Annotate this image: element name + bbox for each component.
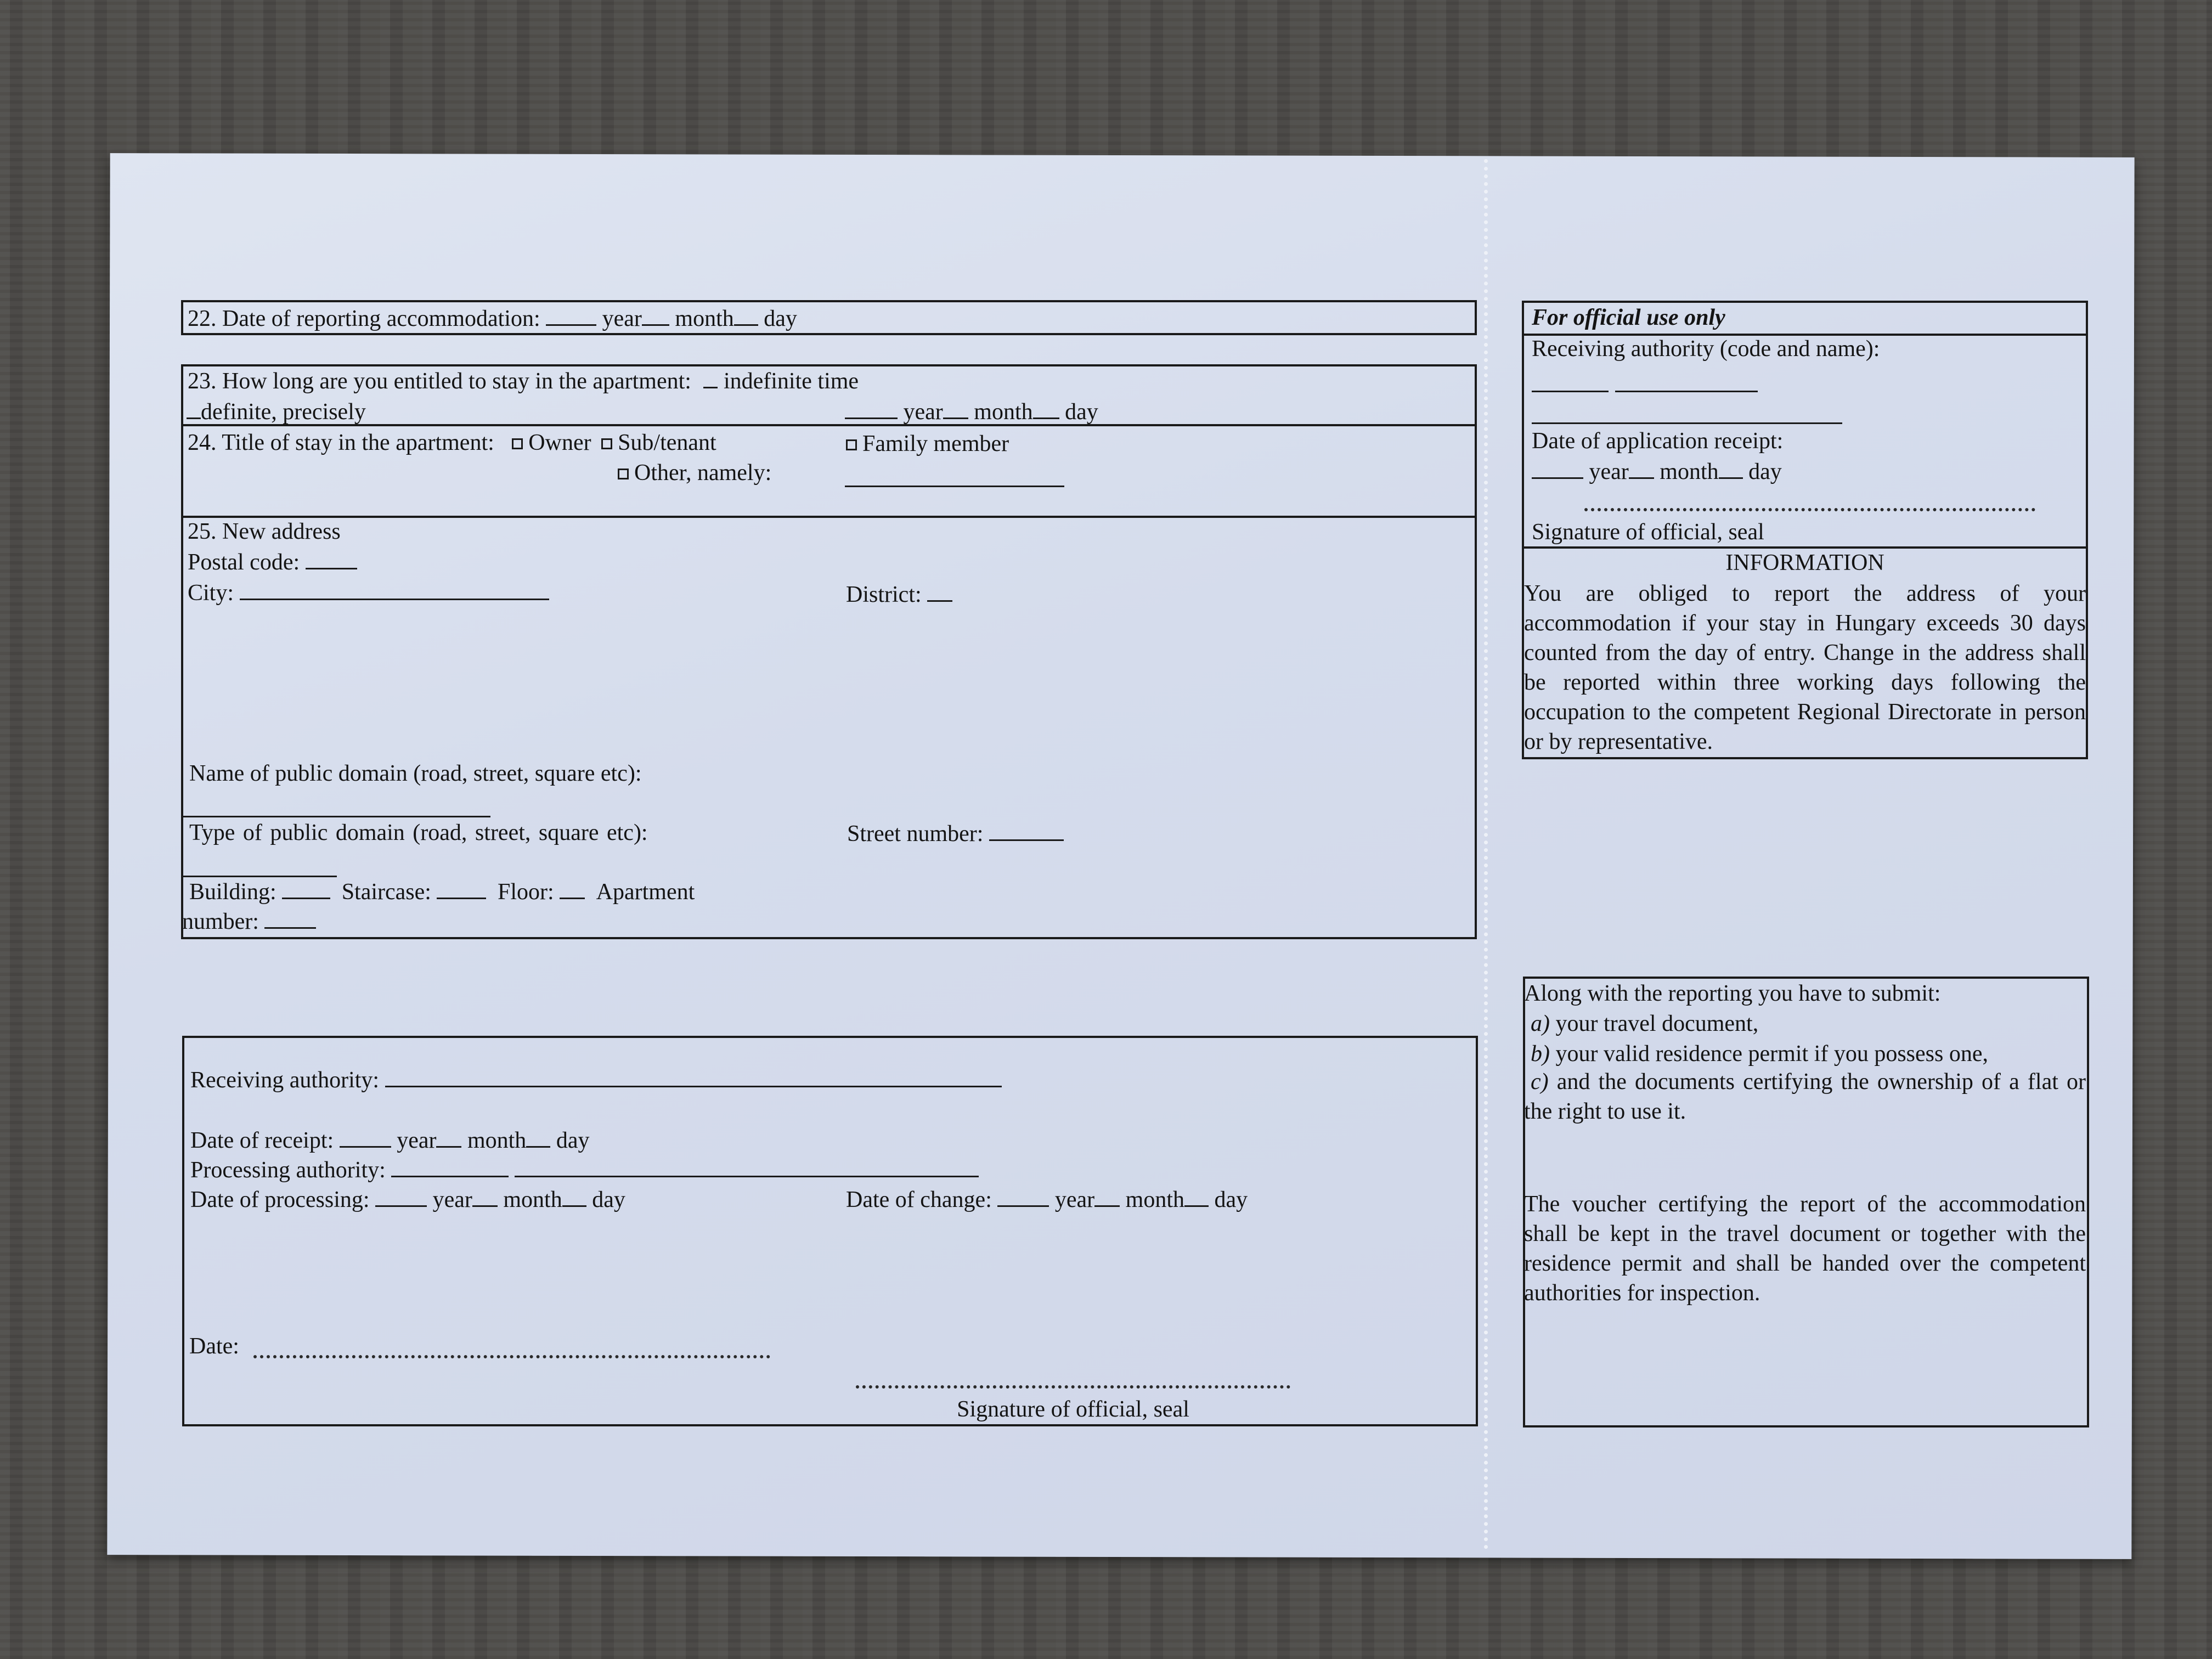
q22-day-blank[interactable] xyxy=(734,307,758,326)
change-month-label: month xyxy=(1125,1187,1184,1212)
date-of-receipt-label: Date of receipt: xyxy=(190,1128,334,1153)
q25-floor-label: Floor: xyxy=(497,879,554,905)
q23-month-label: month xyxy=(974,399,1033,425)
receiving-authority-row xyxy=(190,1067,1002,1093)
official-info-divider xyxy=(1522,546,2088,549)
q24-other-checkbox[interactable] xyxy=(618,469,629,479)
q23-day-label: day xyxy=(1065,399,1098,425)
q25-district-label: District: xyxy=(846,582,922,607)
processing-month-blank[interactable] xyxy=(472,1188,498,1207)
domain-type-blank[interactable] xyxy=(183,876,337,877)
q24-label: 24. Title of stay in the apartment: xyxy=(188,430,494,455)
date-dotted-line[interactable] xyxy=(253,1355,770,1358)
processing-authority-name-blank[interactable] xyxy=(515,1158,979,1177)
processing-authority-label: Processing authority: xyxy=(190,1158,386,1183)
q22-year-blank[interactable] xyxy=(546,307,596,326)
staircase-blank[interactable] xyxy=(437,880,486,899)
official-date-row xyxy=(1532,459,1782,485)
processing-signature-label: Signature of official, seal xyxy=(957,1397,1189,1422)
receipt-day-label: day xyxy=(556,1128,590,1153)
q25-building-row xyxy=(189,879,695,905)
q25-city-row xyxy=(188,580,549,606)
submit-item-a xyxy=(1531,1011,1758,1037)
q23-line1 xyxy=(188,368,859,394)
q24-other-label: Other, namely: xyxy=(634,460,772,486)
official-use-title: For official use only xyxy=(1532,305,1725,330)
q25-street-number-label: Street number: xyxy=(847,821,984,847)
official-day-blank[interactable] xyxy=(1719,460,1743,479)
processing-authority-code-blank[interactable] xyxy=(391,1158,509,1177)
q25-apartment-label: Apartment xyxy=(596,879,695,905)
processing-month-label: month xyxy=(503,1187,562,1212)
q25-city-label: City: xyxy=(188,580,234,606)
submit-intro: Along with the reporting you have to submit: xyxy=(1524,981,1941,1006)
submit-a-text: your travel document, xyxy=(1555,1011,1759,1036)
processing-year-blank[interactable] xyxy=(375,1188,427,1207)
processing-day-blank[interactable] xyxy=(562,1188,586,1207)
q25-postal-row xyxy=(188,549,357,575)
official-authority-name-blank[interactable] xyxy=(1615,391,1758,392)
q25-domain-type-label: Type of public domain (road, street, square etc): xyxy=(189,820,648,845)
submit-b-text: your valid residence permit if you possess one, xyxy=(1555,1041,1988,1066)
change-year-blank[interactable] xyxy=(997,1188,1049,1207)
official-date-application-label: Date of application receipt: xyxy=(1532,428,1784,454)
q25-staircase-label: Staircase: xyxy=(341,879,431,905)
q24-family-label: Family member xyxy=(862,431,1009,456)
q25-apartment-number-label: number: xyxy=(182,909,259,934)
q22-year-label: year xyxy=(602,306,642,331)
q23-date xyxy=(845,399,1098,425)
q22-row xyxy=(188,306,797,332)
q24-other-blank[interactable] xyxy=(845,486,1064,487)
change-year-label: year xyxy=(1054,1187,1095,1212)
receipt-year-label: year xyxy=(397,1128,437,1153)
submit-item-b xyxy=(1531,1041,1988,1067)
divider-q24-q25 xyxy=(181,516,1477,518)
receiving-authority-blank[interactable] xyxy=(385,1068,1002,1087)
q25-district-row xyxy=(846,582,952,608)
date-of-receipt-row xyxy=(190,1127,589,1154)
submit-a-marker: a) xyxy=(1531,1011,1550,1036)
official-year-blank[interactable] xyxy=(1532,460,1583,479)
q25-apartment-number-row xyxy=(182,909,316,935)
apartment-number-blank[interactable] xyxy=(264,910,316,929)
q25-domain-name-label: Name of public domain (road, street, square etc): xyxy=(189,761,642,786)
q23-year-label: year xyxy=(903,399,943,425)
street-number-blank[interactable] xyxy=(989,822,1064,841)
information-text: You are obliged to report the address of your accommodation if your stay in Hungary exceeds 30 days counted from the day of entry. Change in the address shall be reported within three working days following the occupation to the competent Regional Directorate in person or by representative. xyxy=(1524,581,2086,754)
receiving-authority-label: Receiving authority: xyxy=(190,1068,380,1093)
q25-building-label: Building: xyxy=(189,879,276,905)
q25-street-number-row xyxy=(847,821,1064,847)
official-day-label: day xyxy=(1748,459,1782,484)
building-blank[interactable] xyxy=(282,880,330,899)
q24-family-checkbox[interactable] xyxy=(846,439,857,450)
information-title: INFORMATION xyxy=(1725,550,1884,575)
date-of-processing-row xyxy=(190,1187,625,1213)
q22-label: 22. Date of reporting accommodation: xyxy=(188,306,540,331)
processing-year-label: year xyxy=(432,1187,472,1212)
divider-q23-q24 xyxy=(181,424,1477,426)
official-authority-extra-blank[interactable] xyxy=(1532,422,1842,424)
voucher-text: The voucher certifying the report of the accommodation shall be kept in the travel document or together with the residence permit and shall be handed over the competent authorities for inspection. xyxy=(1524,1192,2086,1306)
q24-owner-label: Owner xyxy=(528,430,591,455)
receipt-month-blank[interactable] xyxy=(436,1128,461,1148)
official-signature-label: Signature of official, seal xyxy=(1532,520,1764,545)
q23-line2 xyxy=(187,399,366,425)
receipt-year-blank[interactable] xyxy=(340,1128,391,1148)
official-month-blank[interactable] xyxy=(1629,460,1654,479)
change-day-blank[interactable] xyxy=(1184,1188,1209,1207)
q23-definite-blank[interactable] xyxy=(187,400,201,419)
q23-definite-label: definite, precisely xyxy=(201,399,366,425)
q24-owner-checkbox[interactable] xyxy=(512,438,523,449)
signature-dotted-line[interactable] xyxy=(856,1385,1290,1389)
receipt-month-label: month xyxy=(467,1128,527,1153)
q23-label: 23. How long are you entitled to stay in the apartment: xyxy=(188,369,691,394)
official-receiving-authority-label: Receiving authority (code and name): xyxy=(1532,336,1880,362)
date-of-change-row xyxy=(846,1187,1248,1213)
floor-blank[interactable] xyxy=(560,880,585,899)
q24-other xyxy=(618,460,771,486)
q24-subtenant-checkbox[interactable] xyxy=(601,438,612,449)
q24-line1 xyxy=(188,430,716,456)
q24-family xyxy=(846,431,1009,457)
official-signature-dotted-line[interactable] xyxy=(1584,508,2035,511)
submit-c-marker: c) xyxy=(1531,1069,1549,1094)
processing-box xyxy=(182,1036,1478,1426)
submit-b-marker: b) xyxy=(1531,1041,1550,1066)
q22-day-label: day xyxy=(764,306,797,331)
official-month-label: month xyxy=(1660,459,1719,484)
district-blank[interactable] xyxy=(927,583,952,602)
q25-postal-label: Postal code: xyxy=(188,550,300,575)
q24-subtenant-label: Sub/tenant xyxy=(618,430,716,455)
official-year-label: year xyxy=(1589,459,1629,484)
change-day-label: day xyxy=(1214,1187,1248,1212)
q23-indefinite-label: indefinite time xyxy=(723,369,859,394)
postal-code-blank[interactable] xyxy=(306,550,357,569)
q22-month-label: month xyxy=(675,306,734,331)
q22-month-blank[interactable] xyxy=(642,307,669,326)
city-blank[interactable] xyxy=(240,581,549,600)
processing-authority-row xyxy=(190,1157,979,1183)
q25-label: 25. New address xyxy=(188,519,341,544)
submit-c-text: and the documents certifying the ownership of a flat or the right to use it. xyxy=(1524,1069,2086,1124)
date-of-change-label: Date of change: xyxy=(846,1187,992,1212)
official-authority-code-blank[interactable] xyxy=(1532,391,1609,392)
perforation-line xyxy=(1484,159,1488,1550)
domain-name-blank[interactable] xyxy=(183,816,490,817)
processing-day-label: day xyxy=(592,1187,625,1212)
receipt-day-blank[interactable] xyxy=(526,1128,550,1148)
q23-month-blank[interactable] xyxy=(943,400,968,419)
date-label: Date: xyxy=(189,1334,239,1359)
q23-day-blank[interactable] xyxy=(1033,400,1059,419)
q23-year-blank[interactable] xyxy=(845,400,898,419)
change-month-blank[interactable] xyxy=(1094,1188,1120,1207)
date-of-processing-label: Date of processing: xyxy=(190,1187,370,1212)
q23-indefinite-blank[interactable] xyxy=(703,369,718,388)
submit-item-c xyxy=(1524,1067,2086,1126)
